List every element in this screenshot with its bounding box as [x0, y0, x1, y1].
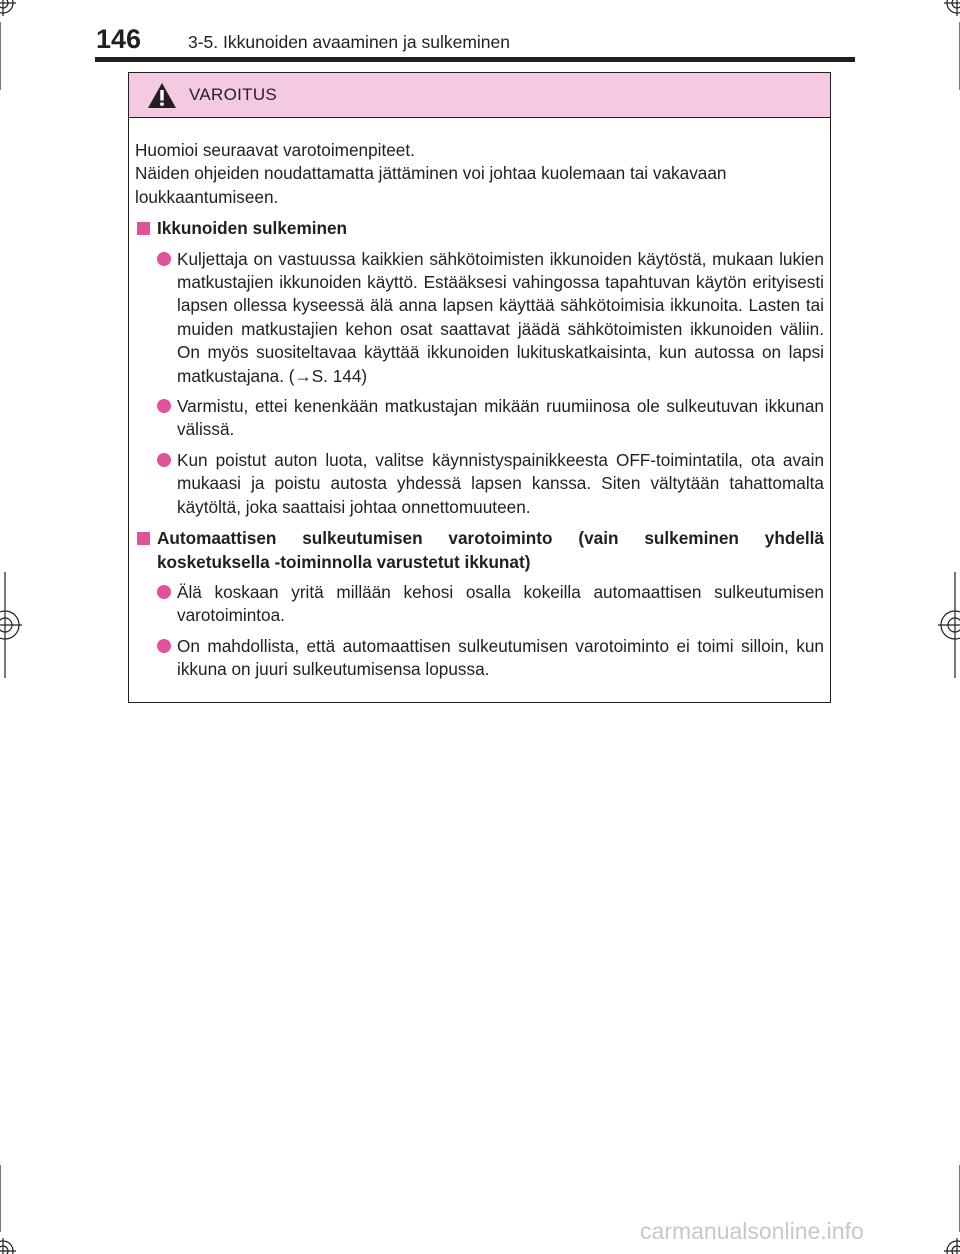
square-bullet-icon — [137, 532, 150, 545]
warning-body — [129, 118, 830, 682]
list-item — [135, 581, 824, 628]
warning-box — [128, 72, 831, 703]
intro-line: Huomioi seuraavat varotoimenpiteet. — [135, 140, 415, 160]
warning-triangle-icon — [147, 82, 177, 109]
warning-section-window-closing — [135, 217, 824, 519]
list-item-text: Kuljettaja on vastuussa kaikkien sähkötoimisten ikkunoiden käytöstä, mukaan lukien matkustajien ikkunoiden käyttö. Estääksesi vahingossa tapahtuvan käytön erityisesti lapsen ollessa kyseessä älä anna lapsen käyttää sähkötoimisia ikkunoita. Lasten tai muiden matkustajien kehon osat saattavat jäädä sähkötoimisten ikkunoiden väliin. On myös suositeltavaa käyttää ikkunoiden lukituskatkaisinta, kun autossa on lapsi matkustajana. (→S. 144) — [177, 248, 824, 386]
dot-bullet-icon — [157, 585, 171, 599]
dot-bullet-icon — [157, 453, 171, 467]
dot-bullet-icon — [157, 399, 171, 413]
list-item-text: Varmistu, ettei kenenkään matkustajan mikään ruumiinosa ole sulkeutuvan ikkunan välissä. — [177, 396, 824, 440]
section-heading-text: Automaattisen sulkeutumisen varotoiminto (vain sulkeminen yhdellä kosketuksella -toiminnolla varustetut ikkunat) — [157, 528, 824, 572]
warning-header — [129, 73, 830, 118]
section-heading — [135, 217, 824, 240]
page-number: 146 — [96, 24, 142, 54]
warning-intro — [135, 139, 824, 209]
header-rule — [95, 57, 855, 62]
section-heading — [135, 527, 824, 574]
warning-title: VAROITUS — [189, 85, 278, 104]
dot-bullet-icon — [157, 639, 171, 653]
list-item-text: Älä koskaan yritä millään kehosi osalla kokeilla automaattisen sulkeutumisen varotoimintoa. — [177, 581, 824, 626]
list-item — [135, 248, 824, 388]
list-item — [135, 395, 824, 442]
intro-line: Näiden ohjeiden noudattamatta jättäminen voi johtaa kuolemaan tai vakavaan loukkaantumiseen. — [135, 163, 727, 207]
warning-section-auto-close-safety — [135, 527, 824, 681]
dot-bullet-icon — [157, 252, 171, 266]
list-item-text: On mahdollista, että automaattisen sulkeutumisen varotoiminto ei toimi silloin, kun ikkuna on juuri sulkeutumisensa lopussa. — [177, 635, 824, 680]
watermark: carmanualsonline.info — [640, 1218, 864, 1244]
section-title: 3-5. Ikkunoiden avaaminen ja sulkeminen — [188, 32, 510, 52]
list-item-text: Kun poistut auton luota, valitse käynnistyspainikkeesta OFF-toimintatila, ota avain mukaasi ja poistu autosta yhdessä lapsen kanssa. Siten vältytään tahattomalta käytöltä, joka saattaisi johtaa onnettomuuteen. — [177, 449, 824, 517]
list-item — [135, 449, 824, 519]
list-item — [135, 635, 824, 682]
section-heading-text: Ikkunoiden sulkeminen — [157, 218, 348, 239]
square-bullet-icon — [137, 222, 150, 235]
